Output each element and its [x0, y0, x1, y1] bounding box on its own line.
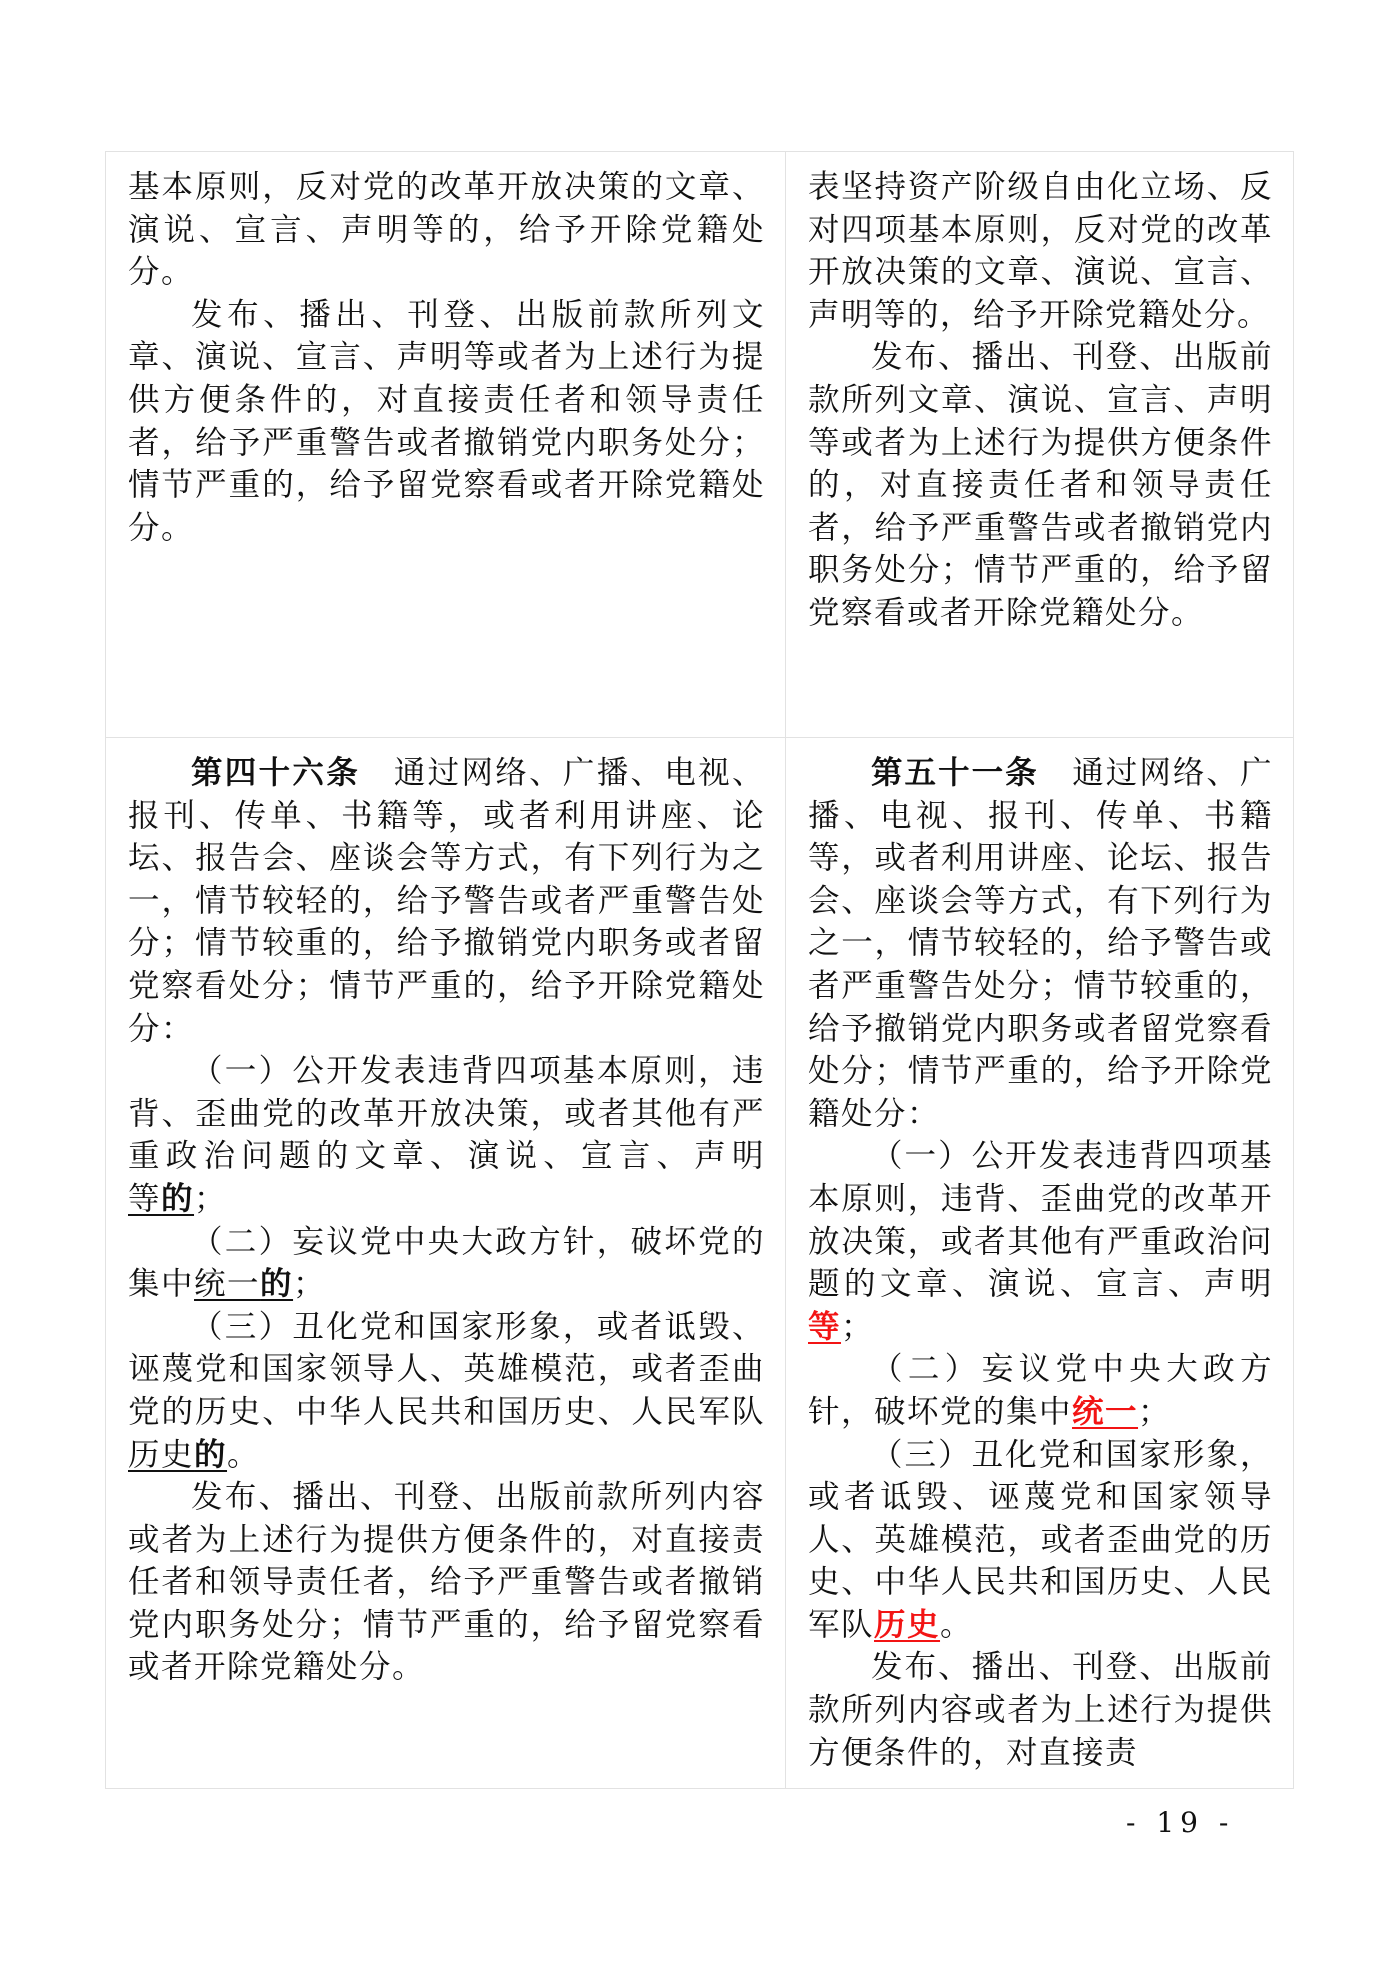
new-text-cell: [786, 152, 1294, 738]
underlined-text: [128, 1437, 227, 1473]
list-item: [808, 1434, 1273, 1647]
comparison-table: [105, 151, 1294, 1789]
article-intro: 通过网络、广播、电视、报刊、传单、书籍等，或者利用讲座、论坛、报告会、座谈会等方式，有下列行为之一，情节较轻的，给予警告或者严重警告处分；情节较重的，给予撤销党内职务或者留党察看处分；情节严重的，给予开除党籍处分：: [808, 755, 1273, 1132]
list-item: [808, 1135, 1273, 1348]
article-number: 第四十六条: [191, 755, 361, 791]
item-punctuation: ；: [1138, 1393, 1172, 1430]
changed-word: 统一: [194, 1266, 261, 1303]
item-text: （三）丑化党和国家形象，或者诋毁、诬蔑党和国家领导人、英雄模范，或者歪曲党的历史、中华人民共和国历史、人民军队: [128, 1308, 765, 1430]
old-text-cell: [106, 738, 786, 1789]
article-intro: 通过网络、广播、电视、报刊、传单、书籍等，或者利用讲座、论坛、报告会、座谈会等方式，有下列行为之一，情节较轻的，给予警告或者严重警告处分；情节较重的，给予撤销党内职务或者留党察看处分；情节严重的，给予开除党籍处分：: [128, 755, 765, 1047]
paragraph: 表坚持资产阶级自由化立场、反对四项基本原则，反对党的改革开放决策的文章、演说、宣言、声明等的，给予开除党籍处分。: [808, 169, 1273, 333]
list-item: [128, 1306, 765, 1476]
comparison-row: [106, 152, 1294, 738]
old-text-cell: [106, 152, 786, 738]
list-item: [128, 1050, 765, 1220]
changed-word: 统一: [1072, 1393, 1139, 1430]
item-punctuation: 。: [940, 1606, 974, 1643]
changed-word: 历史: [128, 1436, 195, 1473]
deleted-word: 的: [260, 1266, 294, 1303]
new-text-cell: [786, 738, 1294, 1789]
deleted-word: 的: [161, 1180, 195, 1217]
item-text: （二）妄议党中央大政方针，破坏党的集中: [808, 1351, 1273, 1430]
item-text: （一）公开发表违背四项基本原则，违背、歪曲党的改革开放决策，或者其他有严重政治问题的文章、演说、宣言、声明: [128, 1053, 765, 1175]
item-text: （二）妄议党中央大政方针，破坏党的集中: [128, 1223, 765, 1303]
item-punctuation: ；: [194, 1180, 228, 1217]
item-text: （三）丑化党和国家形象，或者诋毁、诬蔑党和国家领导人、英雄模范，或者歪曲党的历史、中华人民共和国历史、人民军队: [808, 1436, 1273, 1643]
paragraph: 发布、播出、刊登、出版前款所列文章、演说、宣言、声明等或者为上述行为提供方便条件的，对直接责任者和领导责任者，给予严重警告或者撤销党内职务处分；情节严重的，给予留党察看或者开除党籍处分。: [808, 339, 1273, 631]
item-text: （一）公开发表违背四项基本原则，违背、歪曲党的改革开放决策，或者其他有严重政治问题的文章、演说、宣言、声明: [808, 1138, 1273, 1303]
article-paragraph: [128, 752, 765, 1050]
changed-word: 等: [128, 1180, 162, 1217]
list-item: [808, 1348, 1273, 1433]
list-item: [128, 1221, 765, 1306]
article-paragraph: [808, 752, 1273, 1135]
paragraph: 发布、播出、刊登、出版前款所列内容或者为上述行为提供方便条件的，对直接责任者和领导责任者，给予严重警告或者撤销党内职务处分；情节严重的，给予留党察看或者开除党籍处分。: [128, 1479, 765, 1686]
underlined-text: [128, 1181, 194, 1217]
item-punctuation: 。: [227, 1436, 261, 1473]
paragraph: 发布、播出、刊登、出版前款所列内容或者为上述行为提供方便条件的，对直接责: [808, 1649, 1273, 1771]
changed-word: 等: [808, 1308, 842, 1345]
item-punctuation: ；: [293, 1266, 327, 1303]
comparison-row: [106, 738, 1294, 1789]
underlined-text: [194, 1266, 293, 1302]
deleted-word: 的: [194, 1436, 228, 1473]
item-punctuation: ；: [841, 1308, 875, 1345]
paragraph: 发布、播出、刊登、出版前款所列文章、演说、宣言、声明等或者为上述行为提供方便条件的，对直接责任者和领导责任者，给予严重警告或者撤销党内职务处分；情节严重的，给予留党察看或者开除党籍处分。: [128, 296, 765, 546]
paragraph: 基本原则，反对党的改革开放决策的文章、演说、宣言、声明等的，给予开除党籍处分。: [128, 169, 765, 291]
changed-word: 历史: [874, 1606, 941, 1643]
page-number: - 19 -: [1126, 1806, 1235, 1839]
article-number: 第五十一条: [871, 755, 1039, 791]
